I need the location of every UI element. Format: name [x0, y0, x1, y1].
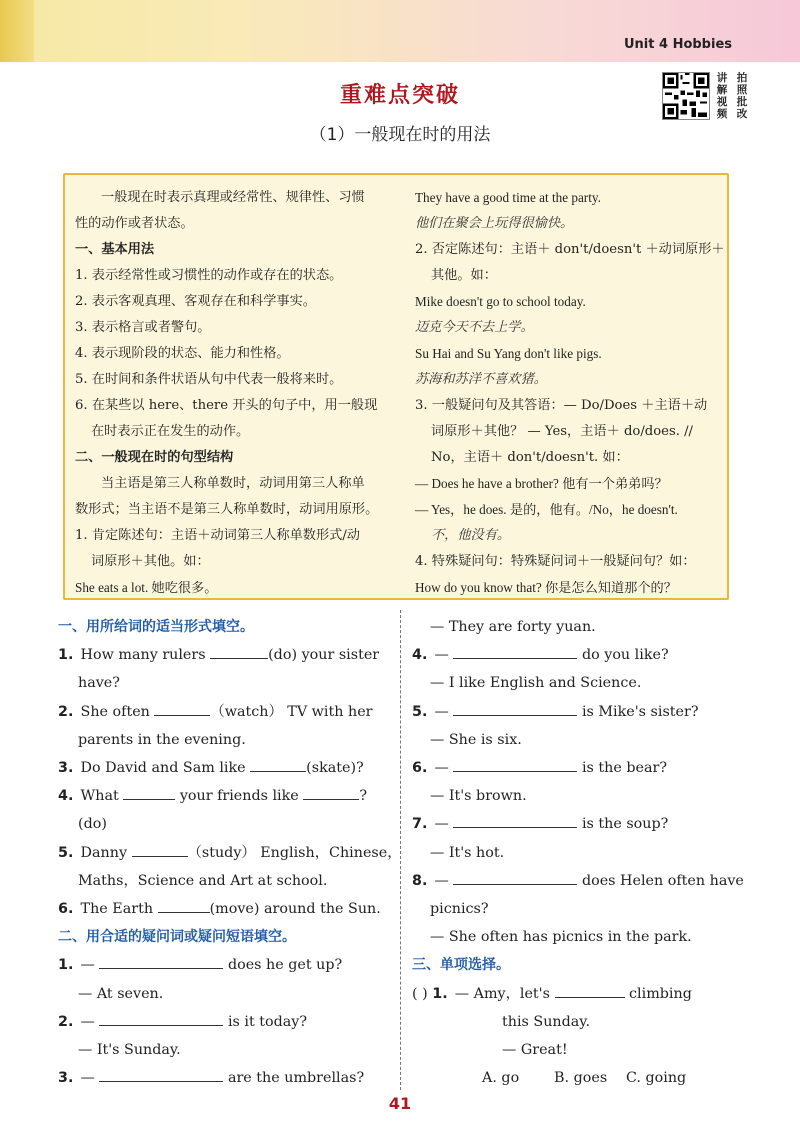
grammar-notes-right	[415, 185, 725, 601]
question-2-8: 8. — does Helen often have	[412, 872, 744, 889]
question-1-4: 4. What your friends like ?	[58, 788, 367, 805]
answer-blank[interactable]	[158, 899, 210, 913]
answer-blank[interactable]	[453, 702, 577, 716]
grammar-note-line: 2. 表示客观真理、客观存在和科学事实。	[75, 294, 316, 309]
grammar-note-line: 3. 一般疑问句及其答语：— Do/Does ＋主语＋动	[415, 398, 708, 413]
grammar-note-line: 2. 否定陈述句：主语＋ don't/doesn't ＋动词原形＋	[415, 242, 725, 257]
question-1-1: 1. How many rulers (do) your sister	[58, 647, 380, 664]
answer-blank[interactable]	[132, 843, 188, 857]
grammar-note-line: 1. 表示经常性或习惯性的动作或存在的状态。	[75, 268, 343, 283]
header-spine	[0, 0, 34, 62]
answer-blank[interactable]	[154, 702, 210, 716]
exercises-right: — They are forty yuan. 4. — do you like? — I like English and Science. 5. — is Mike's sister? — She is six. 6. — is the bear? — It's brown. 7. — is the soup? — It's hot. 8. — does Helen often have picnics? — She often has picnics in the park. 三、单项选择。 ( ) 1. — Amy，let's climbing this Sunday. — Great! A. go B. goes C. going	[412, 613, 752, 1092]
grammar-note-line: How do you know that? 你是怎么知道那个的？	[415, 580, 677, 595]
page-subtitle: （1）一般现在时的用法	[309, 125, 491, 145]
choice-options	[412, 1064, 752, 1092]
option-c[interactable]: C. going	[626, 1070, 687, 1087]
grammar-note-line: 词原形＋其他？ — Yes，主语＋ do/does. //	[431, 424, 694, 439]
exercises-left: 一、用所给词的适当形式填空。 1. How many rulers (do) your sister have? 2. She often （watch） TV with her parents in the evening. 3. Do David and Sam like (skate)? 4. What your friends like ? (do) 5. Danny （study） English，Chinese， Maths，Science and Art at school. 6. The Earth (move) around the Sun. 二、用合适的疑问词或疑问短语填空。 1. — does he get up? — At seven. 2. — is it today? — It's Sunday. 3. — are the umbrellas?	[58, 613, 390, 1092]
question-2-3: 3. — are the umbrellas?	[58, 1070, 365, 1087]
question-1-2: 2. She often （watch） TV with her	[58, 703, 373, 720]
question-2-1: 1. — does he get up?	[58, 957, 343, 974]
answer-blank[interactable]	[250, 758, 306, 772]
answer-blank[interactable]	[303, 786, 359, 800]
grammar-note-line: 1. 肯定陈述句：主语＋动词第三人称单数形式/动	[75, 528, 360, 543]
grammar-note-line: No，主语＋ don't/doesn't. 如：	[431, 450, 629, 465]
grammar-notes-box	[63, 173, 729, 600]
unit-title: Unit 4 Hobbies	[623, 37, 732, 52]
grammar-note-line: — Yes，he does. 是的，他有。/No，he doesn't.	[415, 502, 678, 517]
grammar-note-line: They have a good time at the party.	[415, 190, 601, 205]
grammar-note-line: 6. 在某些以 here、there 开头的句子中，用一般现	[75, 398, 378, 413]
grammar-note-line: 4. 特殊疑问句：特殊疑问词＋一般疑问句？如：	[415, 554, 696, 569]
question-2-7: 7. — is the soup?	[412, 816, 669, 833]
question-2-2: 2. — is it today?	[58, 1013, 308, 1030]
grammar-note-line: — Does he have a brother? 他有一个弟弟吗？	[415, 476, 668, 491]
grammar-note-line: 数形式；当主语不是第三人称单数时，动词用原形。	[75, 502, 379, 517]
grammar-note-line: 不，他没有。	[431, 528, 511, 543]
grammar-notes-left	[75, 185, 395, 601]
grammar-note-line: 词原形＋其他。如：	[91, 554, 210, 569]
choice-question-1: ( ) 1. — Amy，let's climbing	[412, 985, 692, 1002]
grammar-note-line: 4. 表示现阶段的状态、能力和性格。	[75, 346, 290, 361]
question-1-5: 5. Danny （study） English，Chinese，	[58, 844, 402, 861]
answer-blank[interactable]	[555, 984, 625, 998]
grammar-note-line: 3. 表示格言或者警句。	[75, 320, 211, 335]
question-1-3: 3. Do David and Sam like (skate)?	[58, 760, 364, 777]
grammar-note-line: 迈克今天不去上学。	[415, 320, 534, 335]
section-2-heading: 二、用合适的疑问词或疑问短语填空。	[58, 929, 296, 946]
page-number: 41	[388, 1094, 412, 1113]
header-band	[0, 0, 800, 62]
option-a[interactable]: A. go	[482, 1070, 520, 1087]
grammar-note-line: 他们在聚会上玩得很愉快。	[415, 216, 574, 231]
section-1-heading: 一、用所给词的适当形式填空。	[58, 619, 254, 635]
question-2-4: 4. — do you like?	[412, 647, 669, 664]
answer-blank[interactable]	[99, 1012, 223, 1026]
answer-blank[interactable]	[453, 758, 577, 772]
question-2-5: 5. — is Mike's sister?	[412, 703, 699, 720]
grammar-note-line: Mike doesn't go to school today.	[415, 294, 586, 309]
page-title: 重难点突破	[339, 83, 460, 108]
grammar-note-line: 性的动作或者状态。	[75, 216, 194, 231]
answer-paren[interactable]: ( )	[412, 985, 428, 1002]
grammar-note-line: 5. 在时间和条件状语从句中代表一般将来时。	[75, 372, 343, 387]
grammar-note-line: She eats a lot. 她吃很多。	[75, 580, 218, 595]
answer-blank[interactable]	[99, 1068, 223, 1082]
answer-blank[interactable]	[453, 645, 577, 659]
question-1-6: 6. The Earth (move) around the Sun.	[58, 901, 381, 918]
answer-blank[interactable]	[453, 814, 577, 828]
answer-blank[interactable]	[99, 955, 223, 969]
answer-blank[interactable]	[210, 645, 268, 659]
grammar-note-line: 苏海和苏洋不喜欢猪。	[415, 372, 547, 387]
question-2-6: 6. — is the bear?	[412, 760, 667, 777]
section-3-heading: 三、单项选择。	[412, 957, 510, 974]
grammar-note-line: 其他。如：	[431, 268, 497, 283]
grammar-note-line: 当主语是第三人称单数时，动词用第三人称单	[101, 476, 365, 491]
grammar-note-line: 在时表示正在发生的动作。	[91, 424, 250, 439]
grammar-note-line: 二、一般现在时的句型结构	[75, 450, 234, 465]
qr-caption: 讲 拍 解 照 视 批 频 改	[716, 72, 748, 120]
answer-blank[interactable]	[453, 871, 577, 885]
option-b[interactable]: B. goes	[554, 1070, 608, 1087]
grammar-note-line: 一般现在时表示真理或经常性、规律性、习惯	[101, 190, 365, 205]
grammar-note-line: 一、基本用法	[75, 242, 155, 257]
grammar-note-line: Su Hai and Su Yang don't like pigs.	[415, 346, 602, 361]
answer-blank[interactable]	[123, 786, 175, 800]
